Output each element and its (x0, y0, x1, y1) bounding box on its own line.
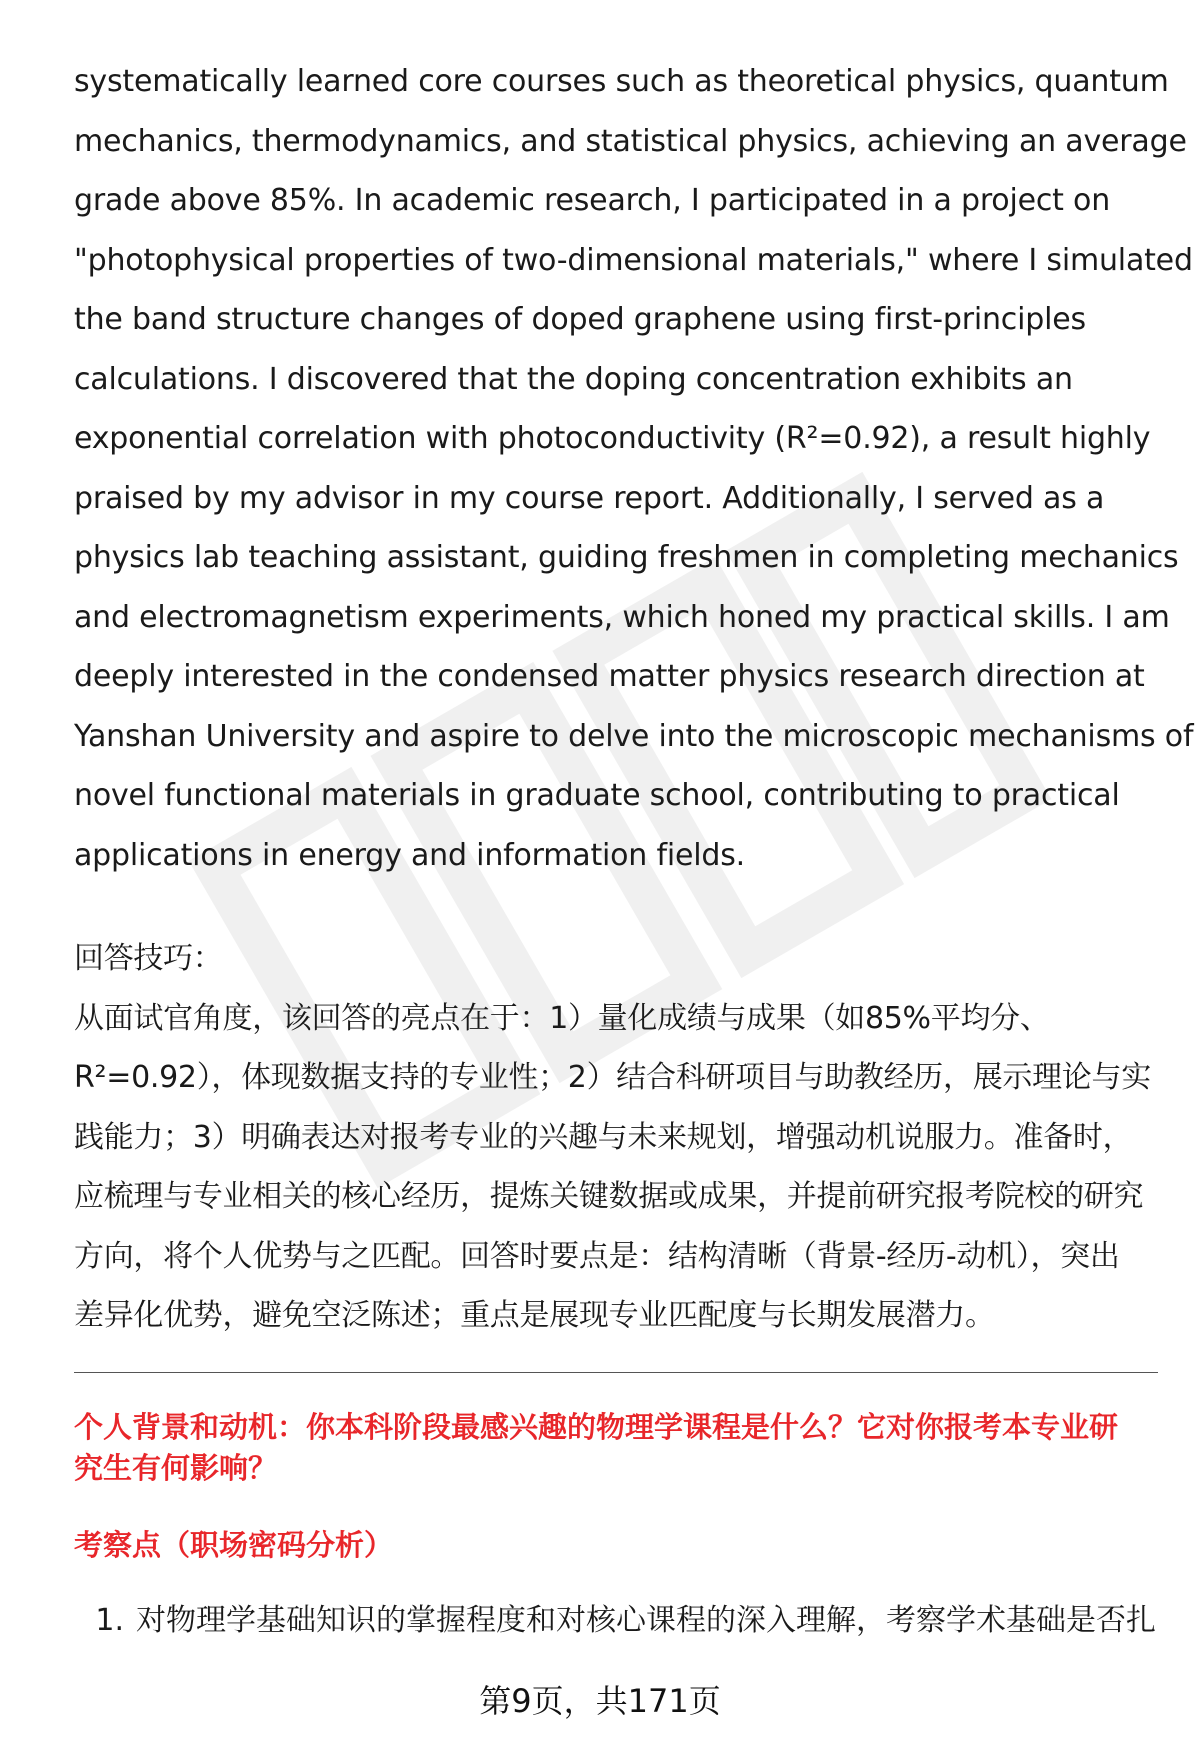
tips-line: 践能力；3）明确表达对报考专业的兴趣与未来规划，增强动机说服力。准备时， (74, 1119, 1133, 1155)
tips-line: 方向，将个人优势与之匹配。回答时要点是：结构清晰（背景-经历-动机），突出 (74, 1238, 1120, 1274)
tips-line: 应梳理与专业相关的核心经历，提炼关键数据或成果，并提前研究报考院校的研究 (74, 1179, 1144, 1214)
paragraph-line: "photophysical properties of two-dimensional materials," where I simulated (74, 242, 1193, 278)
tips-line: 从面试官角度，该回答的亮点在于：1）量化成绩与成果（如85%平均分、 (74, 1000, 1050, 1036)
tips-line: R²=0.92），体现数据支持的专业性；2）结合科研项目与助教经历，展示理论与实 (74, 1060, 1151, 1095)
section-divider (74, 1372, 1158, 1373)
list-item-text: 对物理学基础知识的掌握程度和对核心课程的深入理解，考察学术基础是否扎 (136, 1602, 1156, 1638)
question-line: 究生有何影响？ (74, 1450, 278, 1485)
tips-line: 差异化优势，避免空泛陈述；重点是展现专业匹配度与长期发展潜力。 (74, 1298, 995, 1333)
page-number: 第9页，共171页 (479, 1682, 721, 1720)
answer-paragraph (74, 52, 1194, 885)
answer-tips (74, 929, 1160, 1346)
paragraph-line: Yanshan University and aspire to delve into the microscopic mechanisms of (74, 718, 1194, 754)
assessment-list (74, 1599, 1160, 1643)
assessment-heading: 考察点（职场密码分析） (74, 1527, 394, 1562)
paragraph-line: exponential correlation with photoconductivity (R²=0.92), a result highly (74, 421, 1151, 456)
paragraph-line: physics lab teaching assistant, guiding freshmen in completing mechanics (74, 540, 1179, 575)
question-line: 个人背景和动机：你本科阶段最感兴趣的物理学课程是什么？它对你报考本专业研 (74, 1409, 1119, 1444)
paragraph-line: grade above 85%. In academic research, I participated in a project on (74, 183, 1111, 218)
list-item-number: 1. (95, 1602, 124, 1638)
tips-heading: 回答技巧： (74, 941, 223, 976)
paragraph-line: and electromagnetism experiments, which honed my practical skills. I am (74, 599, 1170, 635)
paragraph-line: mechanics, thermodynamics, and statistical physics, achieving an average (74, 123, 1187, 159)
paragraph-line: praised by my advisor in my course report. Additionally, I served as a (74, 480, 1105, 516)
paragraph-line: applications in energy and information fields. (74, 837, 745, 873)
interview-question (74, 1407, 1160, 1489)
paragraph-line: calculations. I discovered that the doping concentration exhibits an (74, 361, 1073, 397)
list-item (74, 1599, 1160, 1643)
paragraph-line: the band structure changes of doped graphene using first-principles (74, 302, 1086, 337)
paragraph-line: novel functional materials in graduate school, contributing to practical (74, 778, 1120, 813)
paragraph-line: systematically learned core courses such as theoretical physics, quantum (74, 64, 1169, 99)
page-content (74, 52, 1194, 1643)
paragraph-line: deeply interested in the condensed matter physics research direction at (74, 659, 1145, 694)
